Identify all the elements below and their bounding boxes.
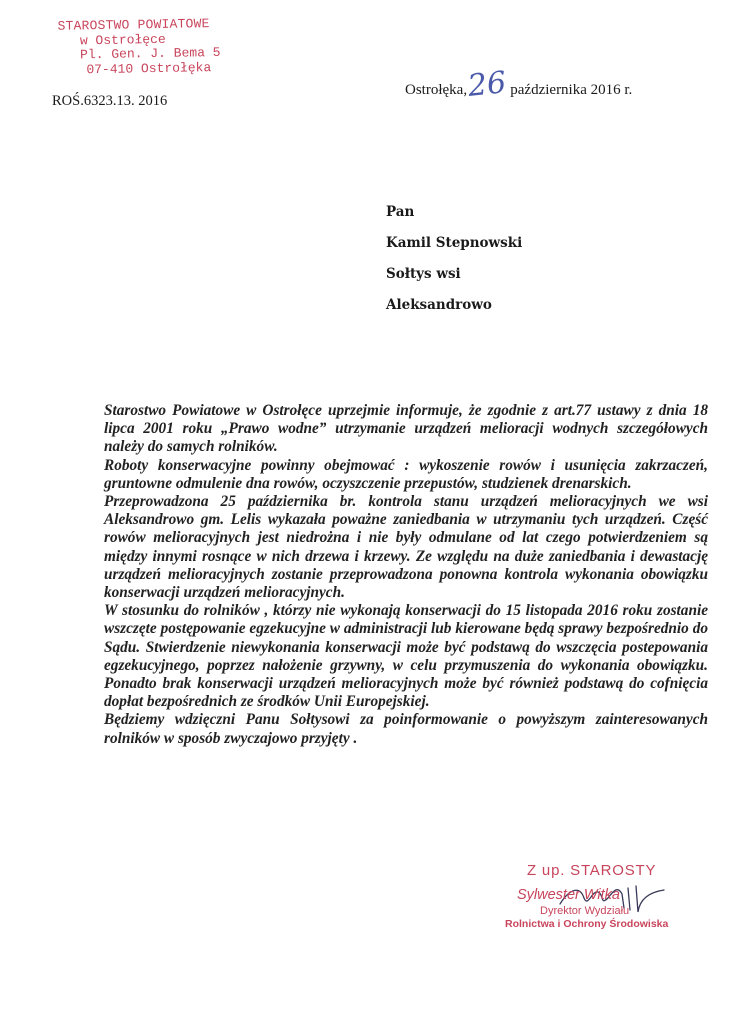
reference-number: ROŚ.6323.13. 2016 [52, 93, 168, 109]
body-paragraph: Przeprowadzona 25 października br. kontrola stanu urządzeń melioracyjnych we wsi Aleksandrowo gm. Lelis wykazała poważne zaniedbania w utrzymaniu tych urządzeń. Część rowów melioracyjnych jest niedrożna i nie były odmulane od lat czego potwierdzeniem są między innymi rosnące w nich drzewa i krzewy. Ze względu na duże zaniedbania i dewastację urządzeń melioracyjnych zostanie przeprowadzona ponowna kontrola wykonania obowiązku konserwacji urządzeń melioracyjnych. [104, 493, 708, 602]
signature-stamp [505, 862, 668, 930]
recipient-role: Sołtys wsi [386, 266, 461, 282]
stamp-line-office: STAROSTWO POWIATOWE [57, 16, 210, 34]
recipient-block [386, 197, 522, 321]
date-month-year: października 2016 r. [510, 82, 633, 98]
body-paragraph: Roboty konserwacyjne powinny obejmować : wykoszenie rowów i usunięcia zakrzaczeń, gruntowne odmulenie dna rowów, oczyszczenie przepustów, studzienek drenarskich. [104, 456, 708, 492]
signature-department: Rolnictwa i Ochrony Środowiska [505, 918, 669, 930]
body-paragraph: W stosunku do rolników , którzy nie wykonają konserwacji do 15 listopada 2016 roku zostanie wszczęte postępowanie egzekucyjne w administracji lub kierowane będą sprawy bezpośrednio do Sądu. Stwierdzenie niewykonania konserwacji może być podstawą do wszczęcia postepowania egzekucyjnego, poprzez nałożenie grzywny, w celu przymuszenia do wykonania obowiązku. Ponadto brak konserwacji urządzeń melioracyjnych może być również podstawą do cofnięcia dopłat bezpośrednich ze środków Unii Europejskiej. [104, 602, 708, 711]
stamp-line-city: w Ostrołęce [79, 31, 166, 48]
office-stamp [58, 16, 259, 77]
date-place: Ostrołęka, [405, 82, 468, 98]
place-and-date [405, 65, 633, 104]
recipient-salutation: Pan [386, 204, 415, 220]
recipient-village: Aleksandrowo [386, 297, 492, 313]
body-paragraph: Będziemy wdzięczni Panu Sołtysowi za poinformowanie o powyższym zainteresowanych rolników w sposób zwyczajowo przyjęty . [104, 711, 708, 747]
letter-body [104, 402, 708, 748]
signature-authority: Z up. STAROSTY [527, 862, 657, 879]
stamp-line-street: Pl. Gen. J. Bema 5 [79, 44, 221, 63]
stamp-line-postcode: 07-410 Ostrołęka [86, 59, 212, 77]
body-paragraph: Starostwo Powiatowe w Ostrołęce uprzejmie informuje, że zgodnie z art.77 ustawy z dnia 18 lipca 2001 roku „Prawo wodne” utrzymanie urządzeń melioracji wodnych szczegółowych należy do samych rolników. [104, 402, 708, 456]
signature-name: Sylwester Witka [517, 887, 621, 903]
signature-position: Dyrektor Wydziału [540, 905, 630, 917]
recipient-name: Kamil Stepnowski [386, 235, 523, 251]
date-day-handwritten: 26 [466, 65, 508, 104]
